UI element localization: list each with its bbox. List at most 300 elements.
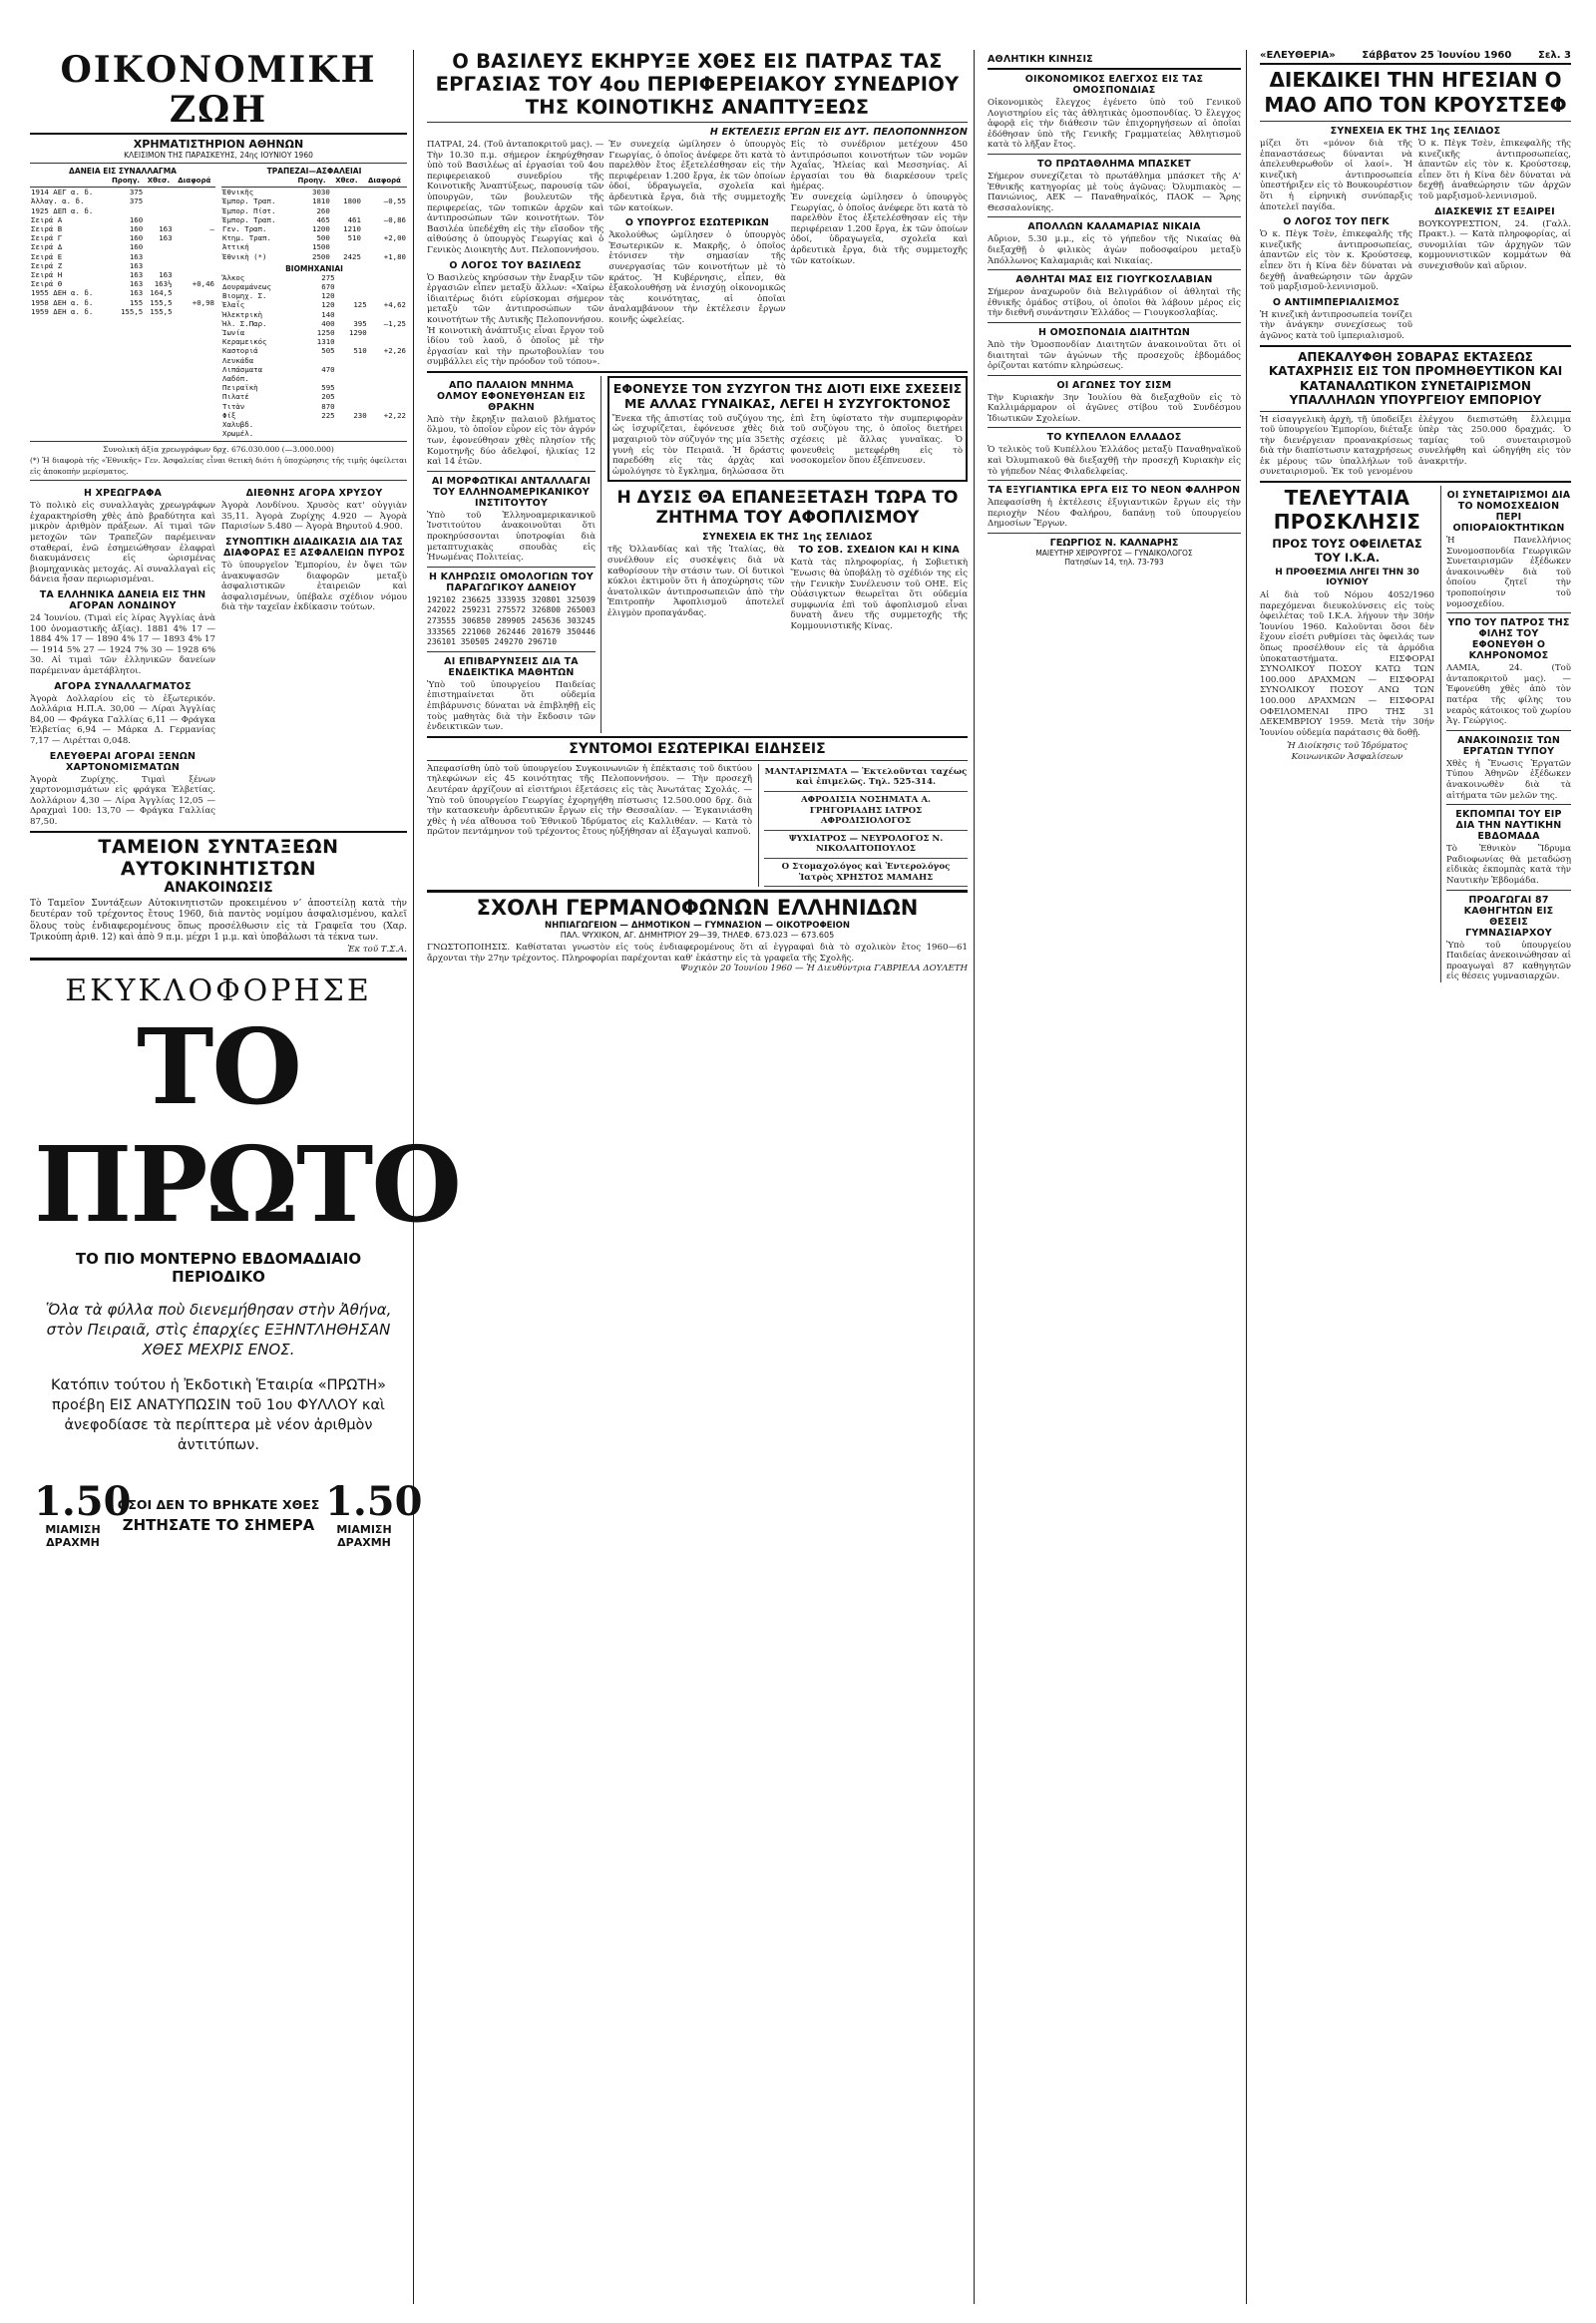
price-cell: +2,22 <box>383 410 406 420</box>
price-cell <box>174 252 215 261</box>
article-heading: Η ΟΜΟΣΠΟΝΔΙΑ ΔΙΑΙΤΗΤΩΝ <box>1038 326 1190 338</box>
price-cell <box>144 188 173 197</box>
price-cell <box>174 261 215 270</box>
price-cell <box>144 242 173 251</box>
security-name: Ἡλ. Σ.Παρ. <box>222 318 267 328</box>
security-name: Σειρά Β <box>31 224 63 234</box>
security-name: Χαλυβδ. <box>222 420 254 430</box>
price-cell <box>174 288 215 297</box>
article-body: ΛΑΜΙΑ, 24. (Τοῦ ἀνταποκριτοῦ μας). — Ἐφονεύθη χθὲς ἀπὸ τὸν πατέρα τῆς φίλης του νεαρὸς κάτοικος τοῦ χωρίου Ἀγ. Γεώργιος. <box>1446 663 1571 727</box>
lottery-numbers: 192102 236625 333935 320801 325039 242022 259231 275572 326800 265003 273555 306850 289905 245636 303245 333565 221060 262446 201679 350446 236101 350505 249270 296710 <box>427 594 596 647</box>
scandal-headline: ΑΠΕΚΑΛΥΦΘΗ ΣΟΒΑΡΑΣ ΕΚΤΑΣΕΩΣ ΚΑΤΑΧΡΗΣΙΣ ΕΙΣ ΤΟΝ ΠΡΟΜΗΘΕΥΤΙΚΟΝ ΚΑΙ ΚΑΤΑΝΑΛΩΤΙΚΟΝ ΣΥΝΕΤΑΙΡΙΣΜΟΝ ΥΠΑΛΛΗΛΩΝ ΥΠΟΥΡΓΕΙΟΥ ΕΜΠΟΡΙΟΥ <box>1268 349 1563 407</box>
economic-news <box>30 484 407 827</box>
price-cell <box>174 196 215 205</box>
price-label: ΜΙΑΜΙΣΗ ΔΡΑΧΜΗ <box>45 1523 101 1550</box>
exchange-date: ΚΛΕΙΣΙΜΟΝ ΤΗΣ ΠΑΡΑΣΚΕΥΗΣ, 24ης ΙΟΥΝΙΟΥ 1960 <box>124 151 313 160</box>
article-heading: Ο ΥΠΟΥΡΓΟΣ ΕΣΩΤΕΡΙΚΩΝ <box>624 217 770 229</box>
article-heading: ΤΟ ΣΟΒ. ΣΧΕΔΙΟΝ ΚΑΙ Η ΚΙΝΑ <box>798 545 960 557</box>
price-cell: 1800 <box>343 196 361 206</box>
article-heading: ΟΙ ΑΓΩΝΕΣ ΤΟΥ ΣΙΣΜ <box>1056 379 1172 391</box>
price-cell <box>362 188 407 197</box>
column-foreign-news <box>1254 50 1571 2304</box>
article-body: Ἡ εἰσαγγελικὴ ἀρχὴ, τῇ ὑποδείξει τοῦ ὑπουργείου Ἐμπορίου, διέταξε τὴν διενέργειαν προανακρίσεως διὰ τὴν διαπίστωσιν καταχρήσεως ἐκ μέρους τῶν ὑπαλλήλων τοῦ συνεταιρισμοῦ. Ἐκ τοῦ γενομένου ἐλέγχου διεπιστώθη ἔλλειμμα ὑπὲρ τὰς 250.000 δραχμάς. Ὁ ταμίας τοῦ συνεταιρισμοῦ συνελήφθη καὶ ὡδηγήθη εἰς τὸν ἀνακριτήν. <box>1260 414 1571 478</box>
article-heading: ΑΘΛΗΤΑΙ ΜΑΣ ΕΙΣ ΓΙΟΥΓΚΟΣΛΑΒΙΑΝ <box>1015 274 1213 286</box>
article-body: Χθὲς ἡ Ἕνωσις Ἐργατῶν Τύπου Ἀθηνῶν ἐξέδωκεν ἀνακοινωθὲν διὰ τὰ αἰτήματα τῶν μελῶν της. <box>1446 758 1571 801</box>
price-cell: — <box>209 224 214 234</box>
price-cell: 225 <box>321 410 335 420</box>
price-cell: 1500 <box>312 242 330 252</box>
table-row <box>221 242 407 251</box>
article-body: Τὸ ὑπουργεῖον Ἐμπορίου, ἐν ὄψει τῶν ἀνακυψασῶν διαφορῶν μεταξὺ ἀσφαλιστικῶν ἑταιρειῶν καὶ ἀσφαλισμένων, ὑπέβαλε σχέδιον νόμου διὰ τὴν ταχεῖαν ἐκδίκασιν τούτων. <box>221 561 407 613</box>
table-row <box>221 411 407 420</box>
article-body: Ἀπὸ τὴν ἔκρηξιν παλαιοῦ βλήματος ὅλμου, τὸ ὁποῖον εὗρον εἰς τὸν ἀγρόν των, ἐφονεύθησαν χθὲς πλησίον τῆς Κομοτηνῆς δύο ἀδελφοί, ἡλικίας 12 καὶ 14 ἐτῶν. <box>427 414 596 468</box>
table-row <box>30 233 215 242</box>
security-name: Βιομηχ. Σ. <box>222 291 267 301</box>
article-body: Ὑπὸ τοῦ Ἑλληνοαμερικανικοῦ Ἰνστιτούτου ἀνακοινοῦται ὅτι προκηρύσσονται ὑποτροφίαι διὰ μεταπτυχιακὰς σπουδὰς εἰς Ἡνωμένας Πολιτείας. <box>427 510 596 564</box>
article-heading: ΑΙ ΕΠΙΒΑΡΥΝΣΕΙΣ ΔΙΑ ΤΑ ΕΝΔΕΙΚΤΙΚΑ ΜΑΘΗΤΩΝ <box>444 655 579 678</box>
total-value-line: Συνολικὴ ἀξία χρεωγράφων δρχ. 676.030.000 (—3.000.000) <box>103 445 334 455</box>
price-cell <box>368 383 407 392</box>
ad-price-left <box>34 1478 132 1550</box>
article-heading: ΤΑ ΕΞΥΓΙΑΝΤΙΚΑ ΕΡΓΑ ΕΙΣ ΤΟ ΝΕΟΝ ΦΑΛΗΡΟΝ <box>988 485 1241 497</box>
ika-signature: Ἡ Διοίκησις τοῦ Ἱδρύματος Κοινωνικῶν Ἀσφαλίσεων <box>1287 741 1407 762</box>
price-cell: 670 <box>321 282 335 292</box>
col-header: Χθεσ. <box>144 176 173 188</box>
industry-table <box>221 273 407 439</box>
price-cell <box>368 365 407 374</box>
price-cell <box>336 356 368 365</box>
price-cell <box>336 273 368 282</box>
article-body: μίζει ὅτι «μόνον διὰ τῆς ἐπαναστάσεως δύνανται νὰ ἀπελευθερωθοῦν οἱ λαοί». Ἡ κινεζικὴ ἀντιπροσωπεία ὑπεστήριξεν εἰς τὸ Βουκουρέστιον ὅτι ἡ εἰρηνικὴ συνύπαρξις ἀποτελεῖ παγίδα. <box>1260 139 1412 212</box>
price-cell <box>368 273 407 282</box>
price-cell <box>368 328 407 337</box>
security-name: Λαδόπ. <box>222 374 249 384</box>
article-heading: ΔΙΕΘΝΗΣ ΑΓΟΡΑ ΧΡΥΣΟΥ <box>245 488 383 500</box>
security-name: Ἐμπορ. Τραπ. <box>222 214 276 224</box>
table-row <box>221 374 407 383</box>
price-cell: 155,5 <box>150 306 173 316</box>
price-cell: 595 <box>321 383 335 393</box>
article-body: Ἡ Πανελλήνιος Συνομοσπονδία Γεωργικῶν Συνεταιρισμῶν ἐξέδωκεν ἀνακοινωθὲν διὰ τοῦ ὁποίου ζητεῖ τὴν τροποποίησιν τοῦ νομοσχεδίου. <box>1446 536 1571 609</box>
disarmament-article <box>607 545 968 631</box>
article-heading: ΟΙΚΟΝΟΜΙΚΟΣ ΕΛΕΓΧΟΣ ΕΙΣ ΤΑΣ ΟΜΟΣΠΟΝΔΙΑΣ <box>1024 74 1204 96</box>
price-cell: 163 <box>129 260 144 270</box>
price-cell: 395 <box>353 318 367 328</box>
article-body: Ἀπὸ τὴν Ὁμοσπονδίαν Διαιτητῶν ἀνακοινοῦται ὅτι οἱ διαιτηταὶ τῶν ἀγώνων τῆς προσεχοῦς ἑβδομάδος ὁρίζονται κατόπιν κληρώσεως. <box>988 339 1241 372</box>
price-cell <box>368 420 407 429</box>
table-row <box>30 307 215 316</box>
table-row <box>221 429 407 438</box>
price-cell: 260 <box>316 205 330 215</box>
school-subtitle: ΝΗΠΙΑΓΩΓΕΙΟΝ — ΔΗΜΟΤΙΚΟΝ — ΓΥΜΝΑΣΙΟΝ — ΟΙΚΟΤΡΟΦΕΙΟΝ <box>545 921 850 932</box>
tsa-subtitle: ΑΝΑΚΟΙΝΩΣΙΣ <box>164 879 273 896</box>
price-cell <box>336 429 368 438</box>
price-cell <box>304 374 336 383</box>
article-heading: Η ΚΛΗΡΩΣΙΣ ΟΜΟΛΟΓΙΩΝ ΤΟΥ ΠΑΡΑΓΩΓΙΚΟΥ ΔΑΝΕΙΟΥ <box>429 571 594 593</box>
section-masthead: ΟΙΚΟΝΟΜΙΚΗ ΖΩΗ <box>60 49 377 131</box>
price-cell: +0,98 <box>192 297 214 307</box>
price-cell: +1,80 <box>383 251 406 261</box>
article-heading: ΥΠΟ ΤΟΥ ΠΑΤΡΟΣ ΤΗΣ ΦΙΛΗΣ ΤΟΥ ΕΦΟΝΕΥΘΗ Ο ΚΛΗΡΟΝΟΜΟΣ <box>1447 617 1570 662</box>
article-body: Ὑπὸ τοῦ ὑπουργείου Παιδείας ἐπιστημαίνεται ὅτι οὐδεμία ἐπιβάρυνσις δύναται νὰ ἐπιβληθῇ εἰς τοὺς μαθητὰς διὰ τὴν ἔκδοσιν τῶν ἐνδεικτικῶν των. <box>427 679 596 733</box>
security-name: Ἐμπορ. Πίστ. <box>222 205 276 215</box>
article-body: Ἀκολούθως ὡμίλησεν ὁ ὑπουργὸς Ἐσωτερικῶν κ. Μακρῆς, ὁ ὁποῖος ἐτόνισεν τὴν σημασίαν τῆς συνεργασίας τῶν κοινοτήτων μὲ τὸ κράτος. Ἡ Κυβέρνησις, εἶπεν, θὰ ἐξακολουθήσῃ νὰ ἐνισχύῃ οἰκονομικῶς τὰς κοινότητας, αἱ ὁποῖαι ἀναλαμβάνουν τὴν ἐκτέλεσιν ἔργων κοινῆς ὠφελείας. <box>608 230 786 325</box>
banks-table <box>221 176 407 261</box>
ad-center-line1: ΟΣΟΙ ΔΕΝ ΤΟ ΒΡΗΚΑΤΕ ΧΘΕΣ <box>117 1496 320 1512</box>
classified-ad: ΜΑΝΤΑΡΙΣΜΑΤΑ — Ἐκτελοῦνται ταχέως καὶ ἐπιμελῶς. Τηλ. 525-314. <box>764 764 968 792</box>
article-body: Σήμερον ἀναχωροῦν διὰ Βελιγράδιον οἱ ἀθληταὶ τῆς ἐθνικῆς ὁμάδος στίβου, οἱ ὁποῖοι θὰ λάβουν μέρος εἰς τὴν διεθνῆ συνάντησιν Ἑλλάδος — Γιουγκοσλαβίας. <box>988 287 1241 319</box>
security-name: Σειρά Θ <box>31 279 63 289</box>
col-header: Προηγ. <box>108 176 144 188</box>
price-cell: 160 <box>129 242 144 252</box>
table-row <box>221 420 407 429</box>
article-heading: ΑΝΑΚΟΙΝΩΣΙΣ ΤΩΝ ΕΡΓΑΤΩΝ ΤΥΠΟΥ <box>1457 734 1560 757</box>
price-cell: 120 <box>321 300 335 310</box>
table-row <box>30 242 215 251</box>
price-cell: 470 <box>321 364 335 374</box>
price-cell: 160 <box>129 233 144 243</box>
price-cell: 400 <box>321 318 335 328</box>
page-number: Σελ. 3 <box>1538 50 1571 61</box>
price-cell <box>368 337 407 346</box>
price-cell <box>108 206 144 215</box>
article-heading: ΟΙ ΣΥΝΕΤΑΙΡΙΣΜΟΙ ΔΙΑ ΤΟ ΝΟΜΟΣΧΕΔΙΟΝ ΠΕΡΙ ΟΠΙΟΡΑΙΟΚΤΗΤΙΚΩΝ <box>1446 490 1571 535</box>
price-cell <box>362 242 407 251</box>
col-header: Διαφορά <box>174 176 215 188</box>
article-heading: ΑΠΟΛΛΩΝ ΚΑΛΑΜΑΡΙΑΣ ΝΙΚΑΙΑ <box>1027 221 1201 233</box>
price-cell <box>336 402 368 411</box>
article-body: Ἡ κινεζικὴ ἀντιπροσωπεία τονίζει τὴν ἀνάγκην συνεχίσεως τοῦ ἀγῶνος κατὰ τοῦ ἰμπεριαλισμοῦ. <box>1260 309 1412 341</box>
article-heading: ΤΑ ΕΛΛΗΝΙΚΑ ΔΑΝΕΙΑ ΕΙΣ ΤΗΝ ΑΓΟΡΑΝ ΛΟΝΔΙΝΟΥ <box>39 589 206 612</box>
price-cell <box>336 291 368 300</box>
price-cell: 510 <box>353 346 367 356</box>
price-cell: +2,26 <box>383 346 406 356</box>
price-cell <box>336 310 368 319</box>
article-body: Ὁ τελικὸς τοῦ Κυπέλλου Ἑλλάδος μεταξὺ Παναθηναϊκοῦ καὶ Ὀλυμπιακοῦ θὰ διεξαχθῇ τὴν προσεχῆ Κυριακὴν εἰς τὸ γήπεδον Νέας Φιλαδελφείας. <box>988 445 1241 477</box>
loans-table <box>30 176 215 316</box>
price-cell: 461 <box>347 214 361 224</box>
price-cell <box>336 365 368 374</box>
article-body: ΒΟΥΚΟΥΡΕΣΤΙΟΝ, 24. (Γαλλ. Πρακτ.). — Κατὰ πληροφορίας, αἱ συνομιλίαι τῶν ἀρχηγῶν τῶν κομμουνιστικῶν κομμάτων θὰ συνεχισθοῦν καὶ αὔριον. <box>1418 218 1571 271</box>
article-heading: Ο ΛΟΓΟΣ ΤΟΥ ΠΕΓΚ <box>1283 216 1390 228</box>
price-cell: 375 <box>129 196 144 206</box>
price-cell <box>368 402 407 411</box>
price-cell: 164,5 <box>150 288 173 298</box>
col-header: Χθεσ. <box>331 176 362 188</box>
murder-and-west <box>607 376 968 733</box>
article-heading: ΑΙ ΜΟΡΦΩΤΙΚΑΙ ΑΝΤΑΛΛΑΓΑΙ ΤΟΥ ΕΛΛΗΝΟΑΜΕΡΙΚΑΝΙΚΟΥ ΙΝΣΤΙΤΟΥΤΟΥ <box>431 475 592 509</box>
table-row <box>221 282 407 291</box>
price-cell <box>331 188 362 197</box>
article-heading: ΑΓΟΡΑ ΣΥΝΑΛΛΑΓΜΑΤΟΣ <box>54 680 192 692</box>
article-heading: ΕΚΠΟΜΠΑΙ ΤΟΥ ΕΙΡ ΔΙΑ ΤΗΝ ΝΑΥΤΙΚΗΝ ΕΒΔΟΜΑΔΑ <box>1455 809 1562 843</box>
doctor-role: ΜΑΙΕΥΤΗΡ ΧΕΙΡΟΥΡΓΟΣ — ΓΥΝΑΙΚΟΛΟΓΟΣ <box>1035 549 1193 559</box>
price-cell: 1210 <box>343 224 361 234</box>
school-signature: Ψυχικὸν 20 Ἰουνίου 1960 — Ἡ Διευθύντρια ΓΑΒΡΙΕΛΑ ΔΟΥΛΕΤΗ <box>679 964 968 974</box>
price-cell: 163½ <box>154 279 173 289</box>
table-footnote: (*) Ἡ διαφορὰ τῆς «Ἐθνικῆς» Γεν. Ἀσφαλείας εἶναι θετικὴ διότι ἡ ὑποχώρησις τῆς τιμῆς ὀφείλεται εἰς ἀποκοπὴν μερίσματος. <box>30 456 407 476</box>
short-news-column <box>427 376 601 733</box>
table-row <box>221 328 407 337</box>
ad-body2: Κατόπιν τούτου ἡ Ἐκδοτικὴ Ἑταιρία «ΠΡΩΤΗ» προέβη ΕΙΣ ΑΝΑΤΥΠΩΣΙΝ τοῦ 1ου ΦΥΛΛΟΥ καὶ ἀνεφοδίασε τὰ περίπτερα μὲ νέον ἀριθμὸν ἀντιτύπων. <box>51 1377 386 1454</box>
price-cell: —1,25 <box>383 318 406 328</box>
article-body: Ἀγορὰ Δολλαρίου εἰς τὸ ἐξωτερικόν. Δολλάρια Η.Π.Α. 30,00 — Λίραι Ἀγγλίας 84,00 — Φράγκα Γαλλίας 6,11 — Φράγκα Ἑλβετίας 6,94 — Μάρκα Δ. Γερμανίας 7,17 — Λιρέτται 0,048. <box>30 693 215 746</box>
article-heading: ΣΥΝΟΠΤΙΚΗ ΔΙΑΔΙΚΑΣΙΑ ΔΙΑ ΤΑΣ ΔΙΑΦΟΡΑΣ ΕΞ ΑΣΦΑΛΕΙΩΝ ΠΥΡΟΣ <box>222 537 406 560</box>
doctor-name: ΓΕΩΡΓΙΟΣ Ν. ΚΑΛΝΑΡΗΣ <box>1049 538 1179 550</box>
article-body: Ὁ κ. Πὲγκ Τσὲν, ἐπικεφαλῆς τῆς κινεζικῆς ἀντιπροσωπείας, ἀπαντῶν εἰς τὸν κ. Κρούστσεφ, εἶπεν ὅτι ἡ Κίνα δὲν δύναται νὰ δεχθῇ ἀναθεώρησιν τῶν ἀρχῶν τοῦ μαρξισμοῦ-λενινισμοῦ. <box>1418 139 1571 201</box>
article-body: Ἀγορὰ Λονδίνου. Χρυσὸς κατ' οὐγγιὰν 35,11. Ἀγορὰ Ζυρίχης 4.920 — Ἀγορὰ Παρισίων 5.480 — Ἀγορὰ Βηρυτοῦ 4.900. <box>221 501 407 533</box>
security-name: Ἐθνικῆς <box>222 188 254 197</box>
security-name: Ἐλαΐς <box>222 300 245 310</box>
security-name: Κεραμεικός <box>222 337 267 347</box>
price-cell: 125 <box>353 300 367 310</box>
table-row <box>221 224 407 233</box>
tsa-title: ΤΑΜΕΙΟΝ ΣΥΝΤΑΞΕΩΝ ΑΥΤΟΚΙΝΗΤΙΣΤΩΝ <box>98 835 339 880</box>
ad-line1: ΕΚΥΚΛΟΦΟΡΗΣΕ <box>65 973 372 1009</box>
price-cell: 140 <box>321 309 335 319</box>
price-cell <box>368 310 407 319</box>
table-row <box>221 196 407 205</box>
table-row <box>30 298 215 307</box>
price-cell: 2425 <box>343 251 361 261</box>
article-heading: ΑΠΟ ΠΑΛΑΙΟΝ ΜΝΗΜΑ ΟΛΜΟΥ ΕΦΟΝΕΥΘΗΣΑΝ ΕΙΣ ΘΡΑΚΗΝ <box>437 379 586 413</box>
article-heading: ΤΟ ΚΥΠΕΛΛΟΝ ΕΛΛΑΔΟΣ <box>1046 432 1182 444</box>
price-cell: 163 <box>159 233 173 243</box>
article-body: Ἔνεκα τῆς ἀπιστίας τοῦ συζύγου της, ὡς ἰσχυρίζεται, ἐφόνευσε χθὲς διὰ μαχαιριοῦ τὸν σύζυγόν της μία 35ετὴς γυνὴ εἰς τὸν Πειραιᾶ. Ἡ δράστις παρεδόθη εἰς τὰς ἀρχὰς καὶ ὡμολόγησε τὸ ἔγκλημα, δηλώσασα ὅτι ἐπὶ ἔτη ὑφίστατο τὴν συμπεριφορὰν τοῦ συζύγου της, ὁ ὁποῖος διετήρει σχέσεις μὲ ἄλλας γυναῖκας. Ὁ φονευθεὶς μετεφέρθη εἰς τὸ νοσοκομεῖον ὅπου ἐξέπνευσεν. <box>612 413 963 477</box>
column-main-news <box>421 50 975 2304</box>
main-headline: Ο ΒΑΣΙΛΕΥΣ ΕΚΗΡΥΞΕ ΧΘΕΣ ΕΙΣ ΠΑΤΡΑΣ ΤΑΣ ΕΡΓΑΣΙΑΣ ΤΟΥ 4ου ΠΕΡΙΦΕΡΕΙΑΚΟΥ ΣΥΝΕΔΡΙΟΥ ΤΗΣ ΚΟΙΝΟΤΙΚΗΣ ΑΝΑΠΤΥΞΕΩΣ <box>435 50 960 119</box>
price-cell <box>144 252 173 261</box>
tsa-text: Τὸ Ταμεῖον Συντάξεων Αὐτοκινητιστῶν προκειμένου νʼ ἀποστείλῃ κατὰ τὴν δευτέραν τοῦ τρέχοντος ἔτους 1960, διὰ παντὸς νομίμου ἀσφαλισμένου, καλεῖ ὅλους τοὺς ἐνδιαφερομένους ὅπως προσέλθωσιν εἰς τὰ Γραφεῖα του (Χαρ. Τρικούπη ἀριθ. 12) καὶ ἀπὸ 9 π.μ. μέχρι 1 μ.μ. καὶ ὑποβάλωσι τὰ τέκνα των. <box>30 898 407 944</box>
price-value: 1.50 <box>325 1478 423 1526</box>
col-header: Διαφορά <box>362 176 407 188</box>
price-cell <box>174 242 215 251</box>
security-name: Χρωμέλ. <box>222 429 254 439</box>
article-body: Κατὰ τὰς πληροφορίας, ἡ Σοβιετικὴ Ἕνωσις θὰ ὑποβάλῃ τὸ σχέδιόν της εἰς τὴν Γενικὴν Συνέλευσιν τοῦ ΟΗΕ. Εἰς Οὐάσιγκτων θεωρεῖται ὅτι οὐδεμία συμφωνία ἐπὶ τοῦ ἀφοπλισμοῦ εἶναι δυνατὴ ἄνευ τῆς συμμετοχῆς τῆς Κομμουνιστικῆς Κίνας. <box>790 558 968 631</box>
table-row <box>221 346 407 355</box>
mao-article <box>1260 139 1571 342</box>
table-row <box>30 270 215 279</box>
price-cell <box>174 188 215 197</box>
security-name: Κτημ. Τραπ. <box>222 233 271 243</box>
price-cell: 160 <box>129 224 144 234</box>
price-cell <box>336 392 368 401</box>
doctor-ad <box>988 538 1241 567</box>
brief-news-body: Ἀπεφασίσθη ὑπὸ τοῦ ὑπουργείου Συγκοινωνιῶν ἡ ἐπέκτασις τοῦ δικτύου τηλεφώνων εἰς 45 κοινότητας τῆς Πελοποννήσου. — Τὴν προσεχῆ Δευτέραν ἀρχίζουν αἱ εἰσιτήριοι ἐξετάσεις εἰς τὰς Ἀνωτάτας Σχολάς. — Ὑπὸ τοῦ ὑπουργείου Γεωργίας ἐχορηγήθη πίστωσις 12.500.000 δρχ. διὰ τὴν κατασκευὴν ἀρδευτικῶν ἔργων εἰς τὴν Θεσσαλίαν. — Ἐγκαινιάσθη χθὲς ἡ νέα αἴθουσα τοῦ Ἐθνικοῦ Ἱδρύματος εἰς Καλλιθέαν. — Κατὰ τὸ πρῶτον πεντάμηνον τοῦ τρέχοντος ἔτους ηὐξήθησαν αἱ ἐξαγωγαὶ καπνοῦ. <box>427 763 752 838</box>
article-body: Τὸ πολικὸ εἰς συναλλαγὰς χρεωγράφων ἐχαρακτηρίσθη χθὲς ἀπὸ βραδύτητα καὶ μικρὸν ἀριθμὸν πράξεων. Αἱ τιμαὶ τῶν μετοχῶν τῶν Τραπεζῶν παρέμειναν σταθεραί, ἐνῶ ἐσημειώθησαν ἐλαφραὶ διακυμάνσεις εἰς ὡρισμένας βιομηχανικὰς μετοχάς. Αἱ συναλλαγαὶ εἰς δάνεια ἦσαν περιωρισμέναι. <box>30 501 215 585</box>
disarmament-headline: Η ΔΥΣΙΣ ΘΑ ΕΠΑΝΕΞΕΤΑΣΗ ΤΩΡΑ ΤΟ ΖΗΤΗΜΑ ΤΟΥ ΑΦΟΠΛΙΣΜΟΥ <box>616 488 959 529</box>
article-body: ΠΑΤΡΑΙ, 24. (Τοῦ ἀνταποκριτοῦ μας). — Τὴν 10.30 π.μ. σήμερον ἐκηρύχθησαν ὑπὸ τοῦ Βασιλέως αἱ ἐργασίαι τοῦ 4ου περιφερειακοῦ συνεδρίου τῆς Κοινοτικῆς Ἀναπτύξεως, παρουσίᾳ τῶν ὑπουργῶν, τῶν βουλευτῶν τῆς περιφερείας, τῶν τοπικῶν ἀρχῶν καὶ ἀντιπροσώπων τῶν κοινοτήτων. Τὸν Βασιλέα ὑπεδέχθη εἰς τὴν εἴσοδον τῆς αἰθούσης ὁ ὑπουργὸς Γεωργίας καὶ ὁ Γενικὸς Διοικητὴς Δυτ. Πελοποννήσου. <box>427 140 604 255</box>
price-cell <box>304 429 336 438</box>
price-cell <box>331 242 362 251</box>
price-cell: —0,86 <box>383 214 406 224</box>
article-heading: ΕΛΕΥΘΕΡΑΙ ΑΓΟΡΑΙ ΞΕΝΩΝ ΧΑΡΤΟΝΟΜΙΣΜΑΤΩΝ <box>49 750 197 773</box>
security-name: Λιπάσματα <box>222 364 263 374</box>
price-cell: 163 <box>129 288 144 298</box>
price-cell <box>362 224 407 233</box>
table-row <box>221 188 407 197</box>
table-row <box>30 252 215 261</box>
security-name: Λευκάδα <box>222 355 254 365</box>
security-name: Ἐθνικὴ (*) <box>222 251 267 261</box>
price-cell: 230 <box>353 410 367 420</box>
price-cell: 1250 <box>316 328 335 338</box>
security-name: Ἀττική <box>222 242 249 252</box>
proto-advertisement <box>30 964 460 1550</box>
table-row <box>221 273 407 282</box>
security-name: Σειρά Ε <box>31 251 63 261</box>
price-cell: 465 <box>316 214 330 224</box>
exchange-title: ΧΡΗΜΑΤΙΣΤΗΡΙΟΝ ΑΘΗΝΩΝ <box>133 138 304 151</box>
main-article <box>427 140 968 368</box>
classified-ad: ΨΥΧΙΑΤΡΟΣ — ΝΕΥΡΟΛΟΓΟΣ Ν. ΝΙΚΟΛΑΙΤΟΠΟΥΛΟΣ <box>764 831 968 859</box>
price-cell: 1310 <box>316 337 335 347</box>
price-cell <box>336 420 368 429</box>
price-cell: 3030 <box>312 188 330 197</box>
article-body: Ὁ κ. Πὲγκ Τσὲν, ἐπικεφαλῆς τῆς κινεζικῆς ἀντιπροσωπείας, ἀπαντῶν εἰς τὸν κ. Κρούστσεφ, εἶπεν ὅτι ἡ Κίνα δὲν δύναται νὰ δεχθῇ ἀναθεώρησιν τῶν ἀρχῶν τοῦ μαρξισμοῦ-λενινισμοῦ. <box>1260 229 1412 293</box>
price-cell <box>174 270 215 279</box>
ika-notice <box>1260 486 1434 982</box>
price-cell: 1810 <box>312 196 330 206</box>
price-cell <box>174 206 215 215</box>
lower-news-block <box>427 376 968 733</box>
security-name: Φίξ <box>222 410 236 420</box>
table-row <box>221 291 407 300</box>
security-name: Σειρά Α <box>31 214 63 224</box>
murder-headline: ΕΦΟΝΕΥΣΕ ΤΟΝ ΣΥΖΥΓΟΝ ΤΗΣ ΔΙΟΤΙ ΕΙΧΕ ΣΧΕΣΕΙΣ ΜΕ ΑΛΛΑΣ ΓΥΝΑΙΚΑΣ, ΛΕΓΕΙ Η ΣΥΖΥΓΟΚΤΟΝΟΣ <box>612 380 963 411</box>
price-cell: 163 <box>129 270 144 280</box>
security-name: 1958 ΔΕΗ α. δ. <box>31 297 94 307</box>
article-body: Ἀγορὰ Ζυρίχης. Τιμαὶ ξένων χαρτονομισμάτων εἰς φράγκα Ἑλβετίας. Δολλάριον 4,30 — Λίρα Ἀγγλίας 12,05 — Δραχμαὶ 100: 13,70 — Φράγκα Γαλλίας 87,50. <box>30 774 215 827</box>
article-body: Σήμερον συνεχίζεται τὸ πρωτάθλημα μπάσκετ τῆς Α' Ἐθνικῆς κατηγορίας μὲ τοὺς ἀγῶνας: Ὀλυμπιακὸς — Πανιώνιος, ΑΕΚ — Παναθηναϊκός, ΠΑΟΚ — Ἄρης Θεσσαλονίκης. <box>988 171 1241 213</box>
security-name: Ἀλλαγ. α. δ. <box>31 196 85 206</box>
article-body: Ὑπὸ τοῦ ὑπουργείου Παιδείας ἀνεκοινώθησαν αἱ προαγωγαὶ 87 καθηγητῶν εἰς θέσεις γυμνασιαρχῶν. <box>1446 940 1571 982</box>
price-cell: 205 <box>321 392 335 402</box>
article-heading: ΠΡΟΑΓΩΓΑΙ 87 ΚΑΘΗΓΗΤΩΝ ΕΙΣ ΘΕΣΕΙΣ ΓΥΜΝΑΣΙΑΡΧΟΥ <box>1463 894 1554 939</box>
article-heading: Ο ΑΝΤΙΙΜΠΕΡΙΑΛΙΣΜΟΣ <box>1272 296 1400 308</box>
price-cell <box>362 206 407 215</box>
brief-news-heading: ΣΥΝΤΟΜΟΙ ΕΣΩΤΕΡΙΚΑΙ ΕΙΔΗΣΕΙΣ <box>569 740 826 757</box>
security-name: Ἐμπορ. Τραπ. <box>222 196 276 206</box>
foreign-sidebar <box>1440 486 1571 982</box>
table-row <box>30 188 215 197</box>
table-row <box>221 206 407 215</box>
main-deck: Η ΕΚΤΕΛΕΣΙΣ ΕΡΓΩΝ ΕΙΣ ΔΥΤ. ΠΕΛΟΠΟΝΝΗΣΟΝ <box>709 127 968 138</box>
article-body: Τὴν Κυριακὴν 3ην Ἰουλίου θὰ διεξαχθοῦν εἰς τὸ Καλλιμάρμαρον οἱ ἀγῶνες στίβου τοῦ Συνδέσμου Ἰδιωτικῶν Σχολείων. <box>988 392 1241 424</box>
price-cell <box>368 392 407 401</box>
table-row <box>30 279 215 288</box>
price-cell: 163 <box>159 270 173 280</box>
table-row <box>221 215 407 224</box>
price-cell: 120 <box>321 291 335 301</box>
security-name: Σειρά Η <box>31 270 63 280</box>
price-cell: 163 <box>129 279 144 289</box>
col-header: Προηγ. <box>292 176 331 188</box>
security-name: 1925 ΔΕΠ α. δ. <box>31 205 94 215</box>
security-name: Ἰωνία <box>222 328 245 338</box>
price-cell <box>144 261 173 270</box>
ika-subtitle: ΠΡΟΣ ΤΟΥΣ ΟΦΕΙΛΕΤΑΣ ΤΟΥ Ι.Κ.Α. <box>1272 537 1422 566</box>
table-row <box>221 252 407 261</box>
newspaper-page <box>30 50 1571 2304</box>
column-economic <box>30 49 460 2304</box>
price-cell <box>331 206 362 215</box>
school-title: ΣΧΟΛΗ ΓΕΡΜΑΝΟΦΩΝΩΝ ΕΛΛΗΝΙΔΩΝ <box>476 896 919 921</box>
page-header <box>1260 50 1571 65</box>
price-cell <box>368 429 407 438</box>
ad-body1: Ὅλα τὰ φύλλα ποὺ διενεμήθησαν στὴν Ἀθήνα, στὸν Πειραιᾶ, στὶς ἐπαρχίες ΕΞΗΝΤΛΗΘΗΣΑΝ ΧΘΕΣ ΜΕΧΡΙΣ ΕΝΟΣ. <box>45 1301 392 1359</box>
doctor-address: Πατησίων 14, τηλ. 73-793 <box>1064 558 1164 568</box>
article-heading: Ο ΛΟΓΟΣ ΤΟΥ ΒΑΣΙΛΕΩΣ <box>449 259 582 271</box>
continuation-label: ΣΥΝΕΧΕΙΑ ΕΚ ΤΗΣ 1ης ΣΕΛΙΔΟΣ <box>702 532 873 544</box>
table-row <box>30 224 215 233</box>
mao-headline: ΔΙΕΚΔΙΚΕΙ ΤΗΝ ΗΓΕΣΙΑΝ Ο ΜΑΟ ΑΠΟ ΤΟΝ ΚΡΟΥΣΤΣΕΦ <box>1264 68 1567 117</box>
security-name: Σειρά Ζ <box>31 260 63 270</box>
security-name: Τιτὰν <box>222 401 245 411</box>
article-body: Αὔριον, 5.30 μ.μ., εἰς τὸ γήπεδον τῆς Νικαίας θὰ διεξαχθῇ ὁ φιλικὸς ἀγὼν ποδοσφαίρου μεταξὺ Ἀπόλλωνος Καλαμαριᾶς καὶ Νικαίας. <box>988 234 1241 266</box>
price-cell: 1200 <box>312 224 330 234</box>
murder-story <box>607 376 968 483</box>
ika-text: Αἱ διὰ τοῦ Νόμου 4052/1960 παρεχόμεναι διευκολύνσεις εἰς τοὺς ὀφειλέτας τοῦ Ι.Κ.Α. λήγουν τὴν 30ήν Ἰουνίου 1960. Καλοῦνται ὅσοι δὲν ἔχουν εἰσέτι ρυθμίσει τὰς ὀφειλάς των ὅπως προσέλθουν εἰς τὰ ἁρμόδια ὑποκαταστήματα. ΕΙΣΦΟΡΑΙ ΣΥΝΟΛΙΚΟΥ ΠΟΣΟΥ ΚΑΤΩ ΤΩΝ 100.000 ΔΡΑΧΜΩΝ — ΕΙΣΦΟΡΑΙ ΣΥΝΟΛΙΚΟΥ ΠΟΣΟΥ ΑΝΩ ΤΩΝ 100.000 ΔΡΑΧΜΩΝ — ΕΙΣΦΟΡΑΙ ΟΦΕΙΛΟΜΕΝΑΙ ΠΡΟ ΤΗΣ 31 ΔΕΚΕΜΒΡΙΟΥ 1959. Μετὰ τὴν 30ήν Ἰουνίου οὐδεμία παράτασις θὰ δοθῇ. <box>1260 590 1434 738</box>
school-address: ΠΑΛ. ΨΥΧΙΚΟΝ, ΑΓ. ΔΗΜΗΤΡΙΟΥ 29—39, ΤΗΛΕΦ. 673.023 — 673.605 <box>560 931 835 941</box>
security-name: Γεν. Τραπ. <box>222 224 267 234</box>
table-row <box>30 206 215 215</box>
price-cell: 155,5 <box>120 306 144 316</box>
price-cell <box>174 307 215 316</box>
issue-date: Σάββατον 25 Ἰουνίου 1960 <box>1362 50 1512 61</box>
ad-center-line2: ΖΗΤΗΣΑΤΕ ΤΟ ΣΗΜΕΡΑ <box>122 1515 315 1534</box>
article-body: 24 Ἰουνίου. (Τιμαὶ εἰς λίρας Ἀγγλίας ἀνὰ 100 ὀνομαστικῆς ἀξίας). 1881 4% 17 — 1884 4% 17 — 1890 4% 17 — 1893 4% 17 — 1914 5% 27 — 1924 7% 30 — 1928 6% 30. Αἱ τιμαὶ τῶν ἑλληνικῶν δανείων παρέμειναν ἀμετάβλητοι. <box>30 613 215 676</box>
ika-deadline: Η ΠΡΟΘΕΣΜΙΑ ΛΗΓΕΙ ΤΗΝ 30 ΙΟΥΝΙΟΥ <box>1275 568 1419 588</box>
security-name: 1914 ΑΕΓ α. δ. <box>31 188 94 197</box>
ad-title: ΤΟ ΠΡΩΤΟ <box>34 1005 460 1247</box>
price-cell: 505 <box>321 346 335 356</box>
price-cell <box>336 282 368 291</box>
table-row <box>221 310 407 319</box>
price-cell: 155,5 <box>150 297 173 307</box>
price-cell <box>368 282 407 291</box>
price-cell: 160 <box>129 214 144 224</box>
price-value: 1.50 <box>34 1478 132 1526</box>
article-heading: Η ΧΡΕΩΓΡΑΦΑ <box>83 488 163 500</box>
security-name: 1955 ΔΕΗ α. δ. <box>31 288 94 298</box>
security-name: Σειρά Γ <box>31 233 63 243</box>
price-cell: 163 <box>129 251 144 261</box>
price-cell: 375 <box>129 188 144 197</box>
paper-name: «ΕΛΕΥΘΕΡΙΑ» <box>1260 50 1336 61</box>
stock-tables <box>30 167 407 438</box>
brief-news-block <box>427 764 968 887</box>
security-name: Καστοριά <box>222 346 258 356</box>
article-body: τῆς Ὀλλανδίας καὶ τῆς Ἰταλίας, θὰ συνέλθουν εἰς συσκέψεις διὰ νὰ καθορίσουν τὴν στάσιν των. Οἱ δυτικοὶ κύκλοι ἐκτιμοῦν ὅτι ἡ ἀποχώρησις τῶν ἀνατολικῶν ἀντιπροσωπειῶν ἀπὸ τὴν Ἐπιτροπὴν Ἀφοπλισμοῦ ἀποτελεῖ ἐλιγμὸν προπαγάνδας. <box>607 545 785 618</box>
industry-heading: ΒΙΟΜΗΧΑΝΙΑΙ <box>285 263 343 273</box>
tsa-signature: Ἐκ τοῦ Τ.Σ.Α. <box>347 944 407 955</box>
price-cell: 500 <box>316 233 330 243</box>
table-row <box>221 383 407 392</box>
price-cell: +4,62 <box>383 300 406 310</box>
price-label: ΜΙΑΜΙΣΗ ΔΡΑΧΜΗ <box>336 1523 392 1550</box>
table-row <box>221 392 407 401</box>
price-cell <box>336 383 368 392</box>
security-name: Δουραμάνεως <box>222 282 271 292</box>
security-name: Σειρά Δ <box>31 242 63 252</box>
classified-ad: ΑΦΡΟΔΙΣΙΑ ΝΟΣΗΜΑΤΑ Α. ΓΡΗΓΟΡΙΑΔΗΣ ΙΑΤΡΟΣ ΑΦΡΟΔΙΣΙΟΛΟΓΟΣ <box>764 792 968 831</box>
price-cell <box>174 215 215 224</box>
ika-title: ΤΕΛΕΥΤΑΙΑ ΠΡΟΣΚΛΗΣΙΣ <box>1273 486 1421 535</box>
section-label: ΑΘΛΗΤΙΚΗ ΚΙΝΗΣΙΣ <box>988 54 1093 65</box>
price-cell <box>336 337 368 346</box>
price-cell <box>144 196 173 205</box>
